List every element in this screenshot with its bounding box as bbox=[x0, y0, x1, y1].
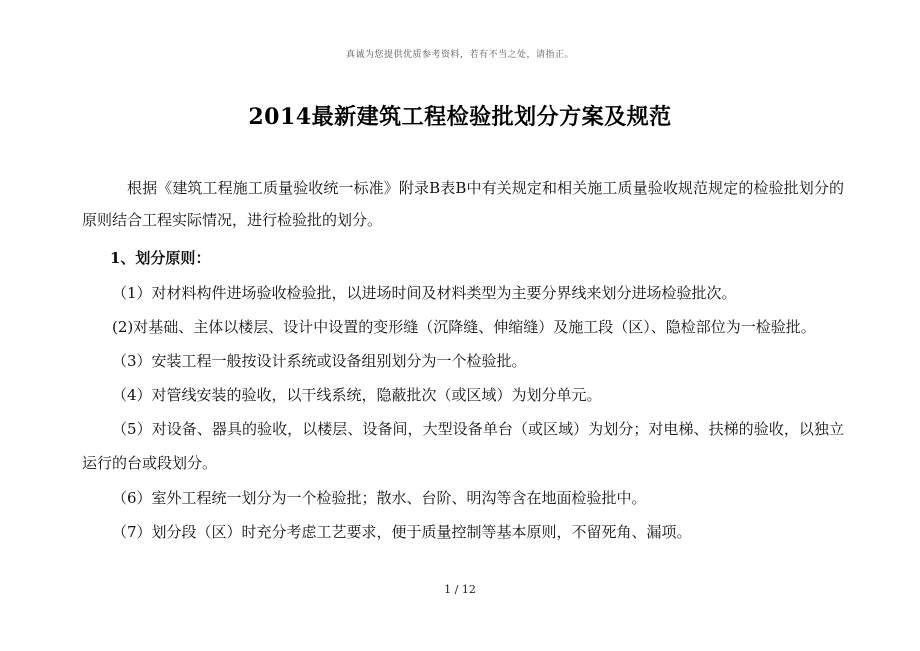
header-note: 真诚为您提供优质参考资料，若有不当之处，请指正。 bbox=[345, 50, 574, 60]
section-heading: 1、划分原则： bbox=[110, 249, 211, 267]
document-title: 2014最新建筑工程检验批划分方案及规范 bbox=[248, 104, 672, 130]
principle-item-1: （1）对材料构件进场验收检验批，以进场时间及材料类型为主要分界线来划分进场检验批次。 bbox=[112, 284, 737, 302]
principle-item-5: （5）对设备、器具的验收，以楼层、设备间，大型设备单台（或区域）为划分；对电梯、扶梯的验收，以独立运行的台或段划分。 bbox=[82, 420, 844, 472]
principle-item-4: （4）对管线安装的验收，以干线系统，隐蔽批次（或区域）为划分单元。 bbox=[112, 386, 602, 404]
principle-item-2: (2)对基础、主体以楼层、设计中设置的变形缝（沉降缝、伸缩缝）及施工段（区）、隐检部位为一检验批。 bbox=[112, 318, 816, 336]
principle-item-7: （7）划分段（区）时充分考虑工艺要求，便于质量控制等基本原则，不留死角、漏项。 bbox=[112, 523, 692, 541]
page-indicator: 1 / 12 bbox=[444, 583, 476, 596]
principle-item-3: （3）安装工程一般按设计系统或设备组别划分为一个检验批。 bbox=[112, 352, 527, 370]
intro-paragraph: 根据《建筑工程施工质量验收统一标准》附录B表B中有关规定和相关施工质量验收规范规定的检验批划分的原则结合工程实际情况，进行检验批的划分。 bbox=[82, 179, 844, 229]
principle-item-6: （6）室外工程统一划分为一个检验批；散水、台阶、明沟等含在地面检验批中。 bbox=[112, 489, 647, 507]
